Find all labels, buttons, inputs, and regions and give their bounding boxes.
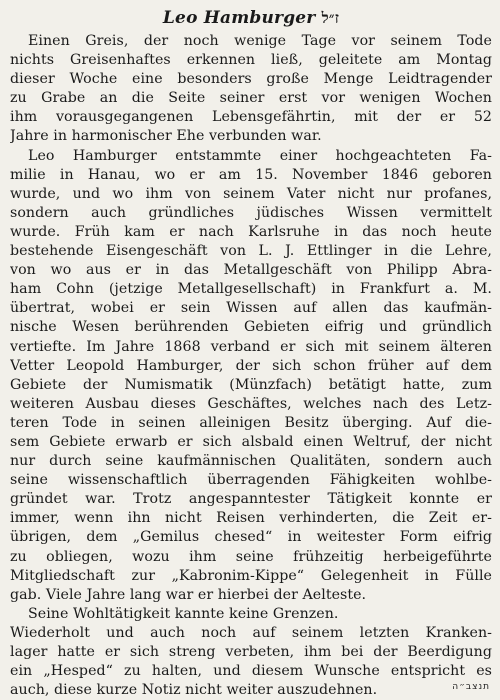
text-line: Einen Greis, der noch wenige Tage vor seinem Tode: [28, 33, 492, 49]
text-line: immer, wenn ihn nicht Reisen verhinderten, die Zeit er-: [10, 510, 492, 527]
text-line: wurde, und wo ihm von seinem Vater nicht nur profanes,: [10, 185, 492, 202]
text-line: ihm vorausgegangenen Lebensgefährtin, mit der er 52: [10, 109, 492, 126]
article-body: [10, 32, 492, 700]
text-line: zu obliegen, wozu ihm seine frühzeitig herbeigeführte: [10, 548, 492, 565]
text-line: Jahre in harmonischer Ehe verbunden war.: [10, 128, 322, 145]
text-line: von wo aus er in das Metallgeschäft von Philipp Abra-: [10, 262, 492, 279]
text-line: lager hatte er sich streng verbeten, ihm bei der Beerdigung: [10, 644, 492, 660]
text-line: übrigen, dem „Gemilus chesed“ in weitester Form eifrig: [10, 529, 492, 546]
text-line: wurde. Früh kam er nach Karlsruhe in das noch heute: [10, 223, 492, 240]
text-line: gründet war. Trotz angespanntester Tätigkeit konnte er: [10, 491, 492, 508]
text-line: Leo Hamburger entstammte einer hochgeachteten Fa-: [28, 147, 492, 164]
text-line: teren Tode in seinen alleinigen Besitz überging. Auf die-: [10, 414, 492, 431]
text-line: Gebiete der Numismatik (Münzfach) betätigt hatte, zum: [10, 376, 492, 393]
text-line: gab. Viele Jahre lang war er hierbei der Aelteste.: [10, 586, 367, 603]
text-line: bestehende Eisengeschäft von L. J. Ettlinger in die Lehre,: [10, 243, 492, 260]
hebrew-signature: תנצב״ה: [452, 682, 490, 692]
text-line: vertiefte. Im Jahre 1868 verband er sich mit seinem älteren: [10, 338, 492, 355]
title-name: Leo Hamburger: [162, 8, 316, 28]
text-line: Vetter Leopold Hamburger, der sich schon früher auf dem: [10, 357, 492, 374]
text-line: milie in Hanau, wo er am 15. November 1846 geboren: [10, 166, 492, 183]
text-line: Wiederholt und auch noch auf seinem letzten Kranken-: [10, 624, 492, 641]
text-line: auch, diese kurze Notiz nicht weiter auszudehnen.: [10, 682, 378, 699]
text-line: übertrat, wobei er sein Wissen auf allen das kaufmän-: [10, 300, 492, 317]
text-line: ein „Hesped“ zu halten, und diesem Wunsche entspricht es: [10, 663, 492, 680]
text-line: ham Cohn (jetzige Metallgesellschaft) in Frankfurt a. M.: [10, 281, 492, 298]
text-line: Mitgliedschaft zur „Kabronim-Kippe“ Gelegenheit in Fülle: [10, 567, 492, 584]
text-line: dieser Woche eine besonders große Menge Leidtragender: [10, 71, 492, 88]
text-line: weiteren Ausbau dieses Geschäftes, welches nach des Letz-: [10, 395, 492, 412]
text-line: nische Wesen berührenden Gebieten eifrig und gründlich: [10, 319, 492, 336]
text-line: nur durch seine kaufmännischen Qualitäten, sondern auch: [10, 453, 492, 470]
text-line: zu Grabe an die Seite seiner erst vor wenigen Wochen: [10, 90, 492, 107]
text-line: nichts Greisenhaftes erkennen ließ, geleitete am Montag: [10, 52, 492, 69]
title-hebrew-abbreviation: ז״ל: [321, 9, 340, 27]
article-title: [10, 6, 492, 30]
text-line: seine wissenschaftlich überragenden Fähigkeiten wohlbe-: [10, 472, 492, 489]
text-line: Seine Wohltätigkeit kannte keine Grenzen.: [28, 605, 339, 622]
text-line: sem Gebiete erwarb er sich alsbald einen Weltruf, der nicht: [10, 433, 492, 450]
text-line: sondern auch gründliches jüdisches Wissen vermittelt: [10, 204, 492, 221]
